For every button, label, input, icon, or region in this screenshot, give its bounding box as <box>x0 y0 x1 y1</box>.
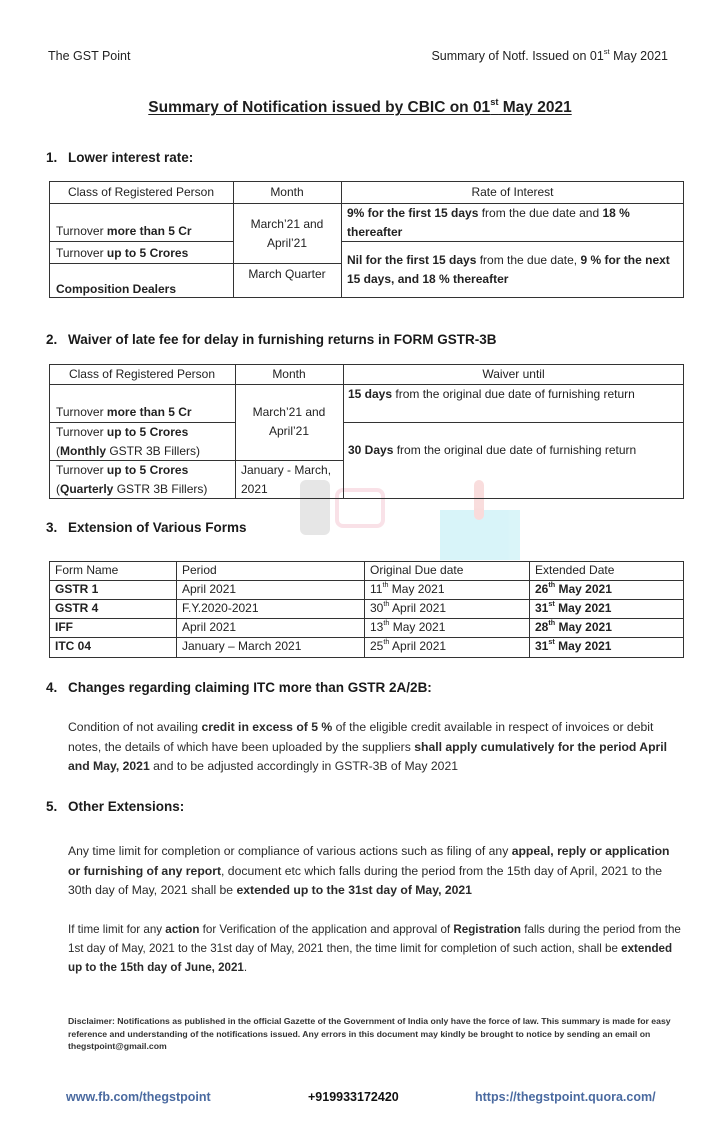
body-text: , document etc which falls during the period from the 15th day of April, 2021 to the 30th day of May, 2021 shall be <box>68 863 663 897</box>
section-4-body <box>68 718 684 777</box>
page-title <box>0 96 720 117</box>
cell-bold: 30 Days <box>348 443 394 457</box>
facebook-link[interactable]: www.fb.com/thegstpoint <box>66 1090 211 1104</box>
day: 30 <box>370 601 384 615</box>
body-text: Any time limit for completion or compliance of various actions such as filing of any <box>68 844 512 858</box>
cell-text: ( <box>56 482 60 496</box>
section-number: 3. <box>46 520 58 535</box>
section-5-body-1 <box>68 842 684 901</box>
day: 25 <box>370 639 384 653</box>
cell-bold: up to 5 Crores <box>106 425 189 439</box>
column-header: Month <box>270 185 304 199</box>
cell-bold: more than 5 Cr <box>106 224 192 238</box>
day: 11 <box>370 582 383 596</box>
month-year: April 2021 <box>389 639 447 653</box>
table-cell-class <box>56 222 192 241</box>
table-cell-class <box>56 423 234 461</box>
body-text: Condition of not availing <box>68 720 202 734</box>
day-suffix: st <box>548 599 555 609</box>
column-header: Class of Registered Person <box>67 185 215 199</box>
day: 31 <box>535 601 549 615</box>
cell-text: GSTR 3B Fillers) <box>106 444 201 458</box>
extended-date <box>535 618 612 637</box>
column-header: Form Name <box>55 563 119 577</box>
cell-text: Turnover <box>56 405 107 419</box>
section-5-heading <box>46 799 184 814</box>
day-suffix: th <box>383 637 390 647</box>
table-cell-class <box>56 244 188 263</box>
column-header: Original Due date <box>370 563 464 577</box>
month-year: May 2021 <box>554 601 612 615</box>
section-heading-text: Other Extensions: <box>68 799 185 814</box>
header-summary <box>431 49 668 63</box>
phone-number: +919933172420 <box>308 1090 399 1104</box>
body-text: If time limit for any <box>68 923 166 936</box>
cell-text: GSTR 3B Fillers) <box>113 482 208 496</box>
day-suffix: th <box>383 618 390 628</box>
table-cell-rate <box>347 204 679 242</box>
section-number: 1. <box>46 150 58 165</box>
day: 31 <box>535 639 549 653</box>
section-2-heading <box>46 332 497 347</box>
original-due-date <box>370 637 446 656</box>
original-due-date <box>370 580 445 599</box>
table-cell-waiver <box>348 385 678 404</box>
body-bold: credit in excess of 5 % <box>201 720 333 734</box>
cell-bold: Monthly <box>60 444 106 458</box>
period: April 2021 <box>182 582 237 596</box>
day-suffix: th <box>383 599 390 609</box>
body-bold: action <box>165 923 200 936</box>
day-suffix: th <box>548 618 556 628</box>
cell-bold: up to 5 Crores <box>106 246 189 260</box>
quora-link[interactable]: https://thegstpoint.quora.com/ <box>475 1090 656 1104</box>
header-summary-text: Summary of Notf. Issued on 01 <box>431 49 604 63</box>
body-bold: extended up to the 15th day of June, 2021 <box>68 942 673 974</box>
body-bold: shall apply cumulatively for the period April and May, 2021 <box>68 739 668 773</box>
cell-text: Turnover <box>56 463 107 477</box>
column-header: Month <box>272 367 306 381</box>
cell-bold: Composition Dealers <box>56 282 177 296</box>
section-heading-text: Changes regarding claiming ITC more than GSTR 2A/2B: <box>68 680 432 695</box>
section-3-heading <box>46 520 247 535</box>
column-header: Class of Registered Person <box>68 367 216 381</box>
header-summary-suffix: May 2021 <box>609 49 668 63</box>
extended-date <box>535 637 611 656</box>
cell-text: Turnover <box>56 425 107 439</box>
form-name: GSTR 1 <box>55 582 99 596</box>
cell-text: from the due date and <box>478 206 603 220</box>
section-5-body-2 <box>68 920 686 977</box>
period: April 2021 <box>182 620 237 634</box>
month-year: May 2021 <box>554 639 612 653</box>
period: January – March 2021 <box>182 639 302 653</box>
column-header: Rate of Interest <box>471 185 554 199</box>
day-suffix: st <box>548 637 555 647</box>
body-bold: appeal, reply or application or furnishing of any report <box>68 844 670 878</box>
table-cell-class <box>56 461 234 499</box>
body-text: of the eligible credit available in respect of invoices or debit notes, the details of which have been uploaded by the suppliers <box>68 720 654 754</box>
cell-text: Turnover <box>56 224 107 238</box>
section-number: 5. <box>46 799 58 814</box>
cell-bold: up to 5 Crores <box>106 463 189 477</box>
cell-bold: 18 % thereafter <box>347 206 630 239</box>
form-name: GSTR 4 <box>55 601 99 615</box>
cell-text: from the original due date of furnishing return <box>393 443 637 457</box>
cell-bold: 15 days <box>348 387 393 401</box>
cell-text: from the due date, <box>476 253 581 267</box>
body-bold: Registration <box>453 923 522 936</box>
month-year: May 2021 <box>555 582 612 596</box>
title-suffix: May 2021 <box>498 99 572 116</box>
original-due-date <box>370 599 446 618</box>
header-brand: The GST Point <box>48 49 131 63</box>
extended-date <box>535 580 612 599</box>
day-suffix: th <box>548 580 556 590</box>
day: 13 <box>370 620 384 634</box>
table-cell-waiver <box>348 441 678 460</box>
extended-date <box>535 599 611 618</box>
cell-bold: 9% for the first 15 days <box>347 206 479 220</box>
table-cell-month: March Quarter <box>248 267 326 281</box>
day: 28 <box>535 620 549 634</box>
table-cell-rate <box>347 251 679 289</box>
body-text: for Verification of the application and approval of <box>199 923 454 936</box>
cell-bold: Nil for the first 15 days <box>347 253 477 267</box>
day: 26 <box>535 582 549 596</box>
column-header: Period <box>182 563 217 577</box>
section-4-heading <box>46 680 432 695</box>
body-bold: extended up to the 31st day of May, 2021 <box>236 883 472 897</box>
cell-bold: more than 5 Cr <box>106 405 192 419</box>
title-sup: st <box>490 96 499 107</box>
cell-text: ( <box>56 444 60 458</box>
period: F.Y.2020-2021 <box>182 601 259 615</box>
original-due-date <box>370 618 445 637</box>
form-name: IFF <box>55 620 73 634</box>
table-cell-month: March’21 and April’21 <box>252 405 326 438</box>
disclaimer: Disclaimer: Notifications as published in the official Gazette of the Government of India only have the force of law. This summary is made for easy reference and understanding of the notifications issued. Any errors in this document may kindly be brought to notice by sending an email on thegstpoint@gmail.com <box>68 1016 671 1051</box>
table-cell-class <box>56 280 176 299</box>
section-number: 4. <box>46 680 58 695</box>
section-1-heading <box>46 150 193 165</box>
section-heading-text: Lower interest rate: <box>68 150 194 165</box>
column-header: Extended Date <box>535 563 615 577</box>
body-text: falls during the period from the 1st day of May, 2021 to the 31st day of May, 2021 then, the time limit for completion of such action, shall be <box>68 923 681 955</box>
month-year: May 2021 <box>389 620 446 634</box>
table-cell-month: March’21 and April’21 <box>250 217 324 250</box>
header-summary-sup: st <box>603 47 610 57</box>
form-name: ITC 04 <box>55 639 92 653</box>
day-suffix: th <box>382 580 389 590</box>
table-cell-month: January - March, 2021 <box>241 463 332 496</box>
month-year: April 2021 <box>389 601 447 615</box>
section-number: 2. <box>46 332 58 347</box>
body-text: and to be adjusted accordingly in GSTR-3B of May 2021 <box>149 759 458 773</box>
cell-text: Turnover <box>56 246 107 260</box>
cell-text: from the original due date of furnishing return <box>392 387 635 401</box>
cell-bold: 9 % for the next 15 days, and 18 % thereafter <box>347 253 670 286</box>
section-heading-text: Waiver of late fee for delay in furnishing returns in FORM GSTR-3B <box>68 332 497 347</box>
month-year: May 2021 <box>555 620 612 634</box>
table-cell-class <box>56 403 192 422</box>
column-header: Waiver until <box>482 367 545 381</box>
month-year: May 2021 <box>388 582 445 596</box>
cell-bold: Quarterly <box>60 482 114 496</box>
title-text: Summary of Notification issued by CBIC on 01 <box>148 99 491 116</box>
body-text: . <box>243 961 248 974</box>
section-heading-text: Extension of Various Forms <box>68 520 247 535</box>
